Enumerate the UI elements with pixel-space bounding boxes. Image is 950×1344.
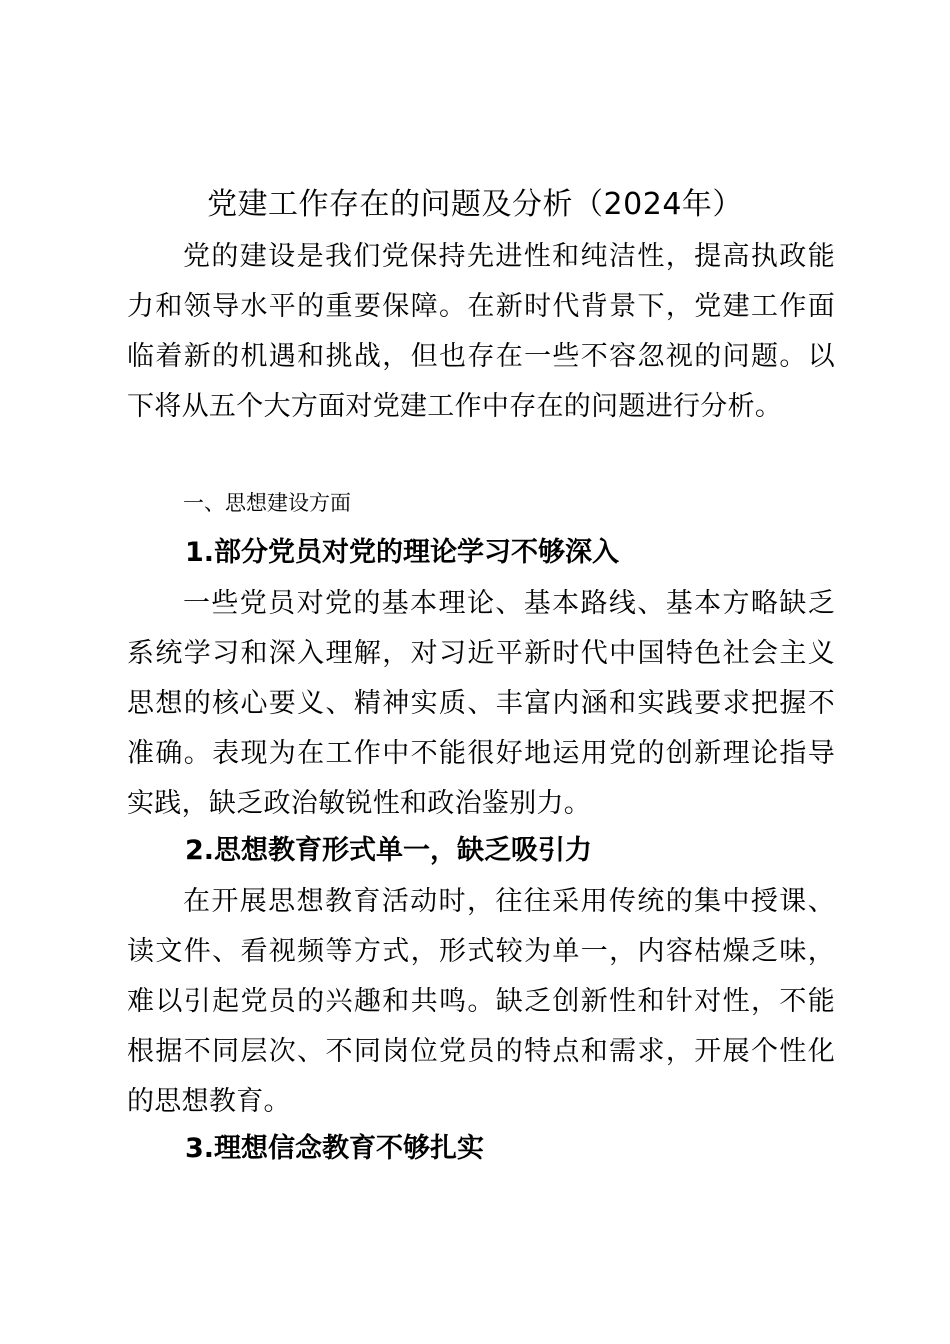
subsection-paragraph-1: 一些党员对党的基本理论、基本路线、基本方略缺乏系统学习和深入理解，对习近平新时代中国特色社会主义思想的核心要义、精神实质、丰富内涵和实践要求把握不准确。表现为在工作中不能很好地运用党的创新理论指导实践，缺乏政治敏锐性和政治鉴别力。 (127, 588, 835, 819)
section-heading-ideology: 一、思想建设方面 (183, 491, 351, 515)
intro-paragraph: 党的建设是我们党保持先进性和纯洁性，提高执政能力和领导水平的重要保障。在新时代背景下，党建工作面临着新的机遇和挑战，但也存在一些不容忽视的问题。以下将从五个大方面对党建工作中存在的问题进行分析。 (127, 241, 835, 422)
subsection-heading-1: 1.部分党员对党的理论学习不够深入 (185, 537, 620, 568)
subsection-heading-3: 3.理想信念教育不够扎实 (185, 1133, 485, 1164)
subsection-heading-2: 2.思想教育形式单一，缺乏吸引力 (185, 835, 593, 866)
document-title: 党建工作存在的问题及分析（2024年） (207, 187, 743, 222)
subsection-paragraph-2: 在开展思想教育活动时，往往采用传统的集中授课、读文件、看视频等方式，形式较为单一，内容枯燥乏味，难以引起党员的兴趣和共鸣。缺乏创新性和针对性，不能根据不同层次、不同岗位党员的特点和需求，开展个性化的思想教育。 (127, 886, 835, 1117)
